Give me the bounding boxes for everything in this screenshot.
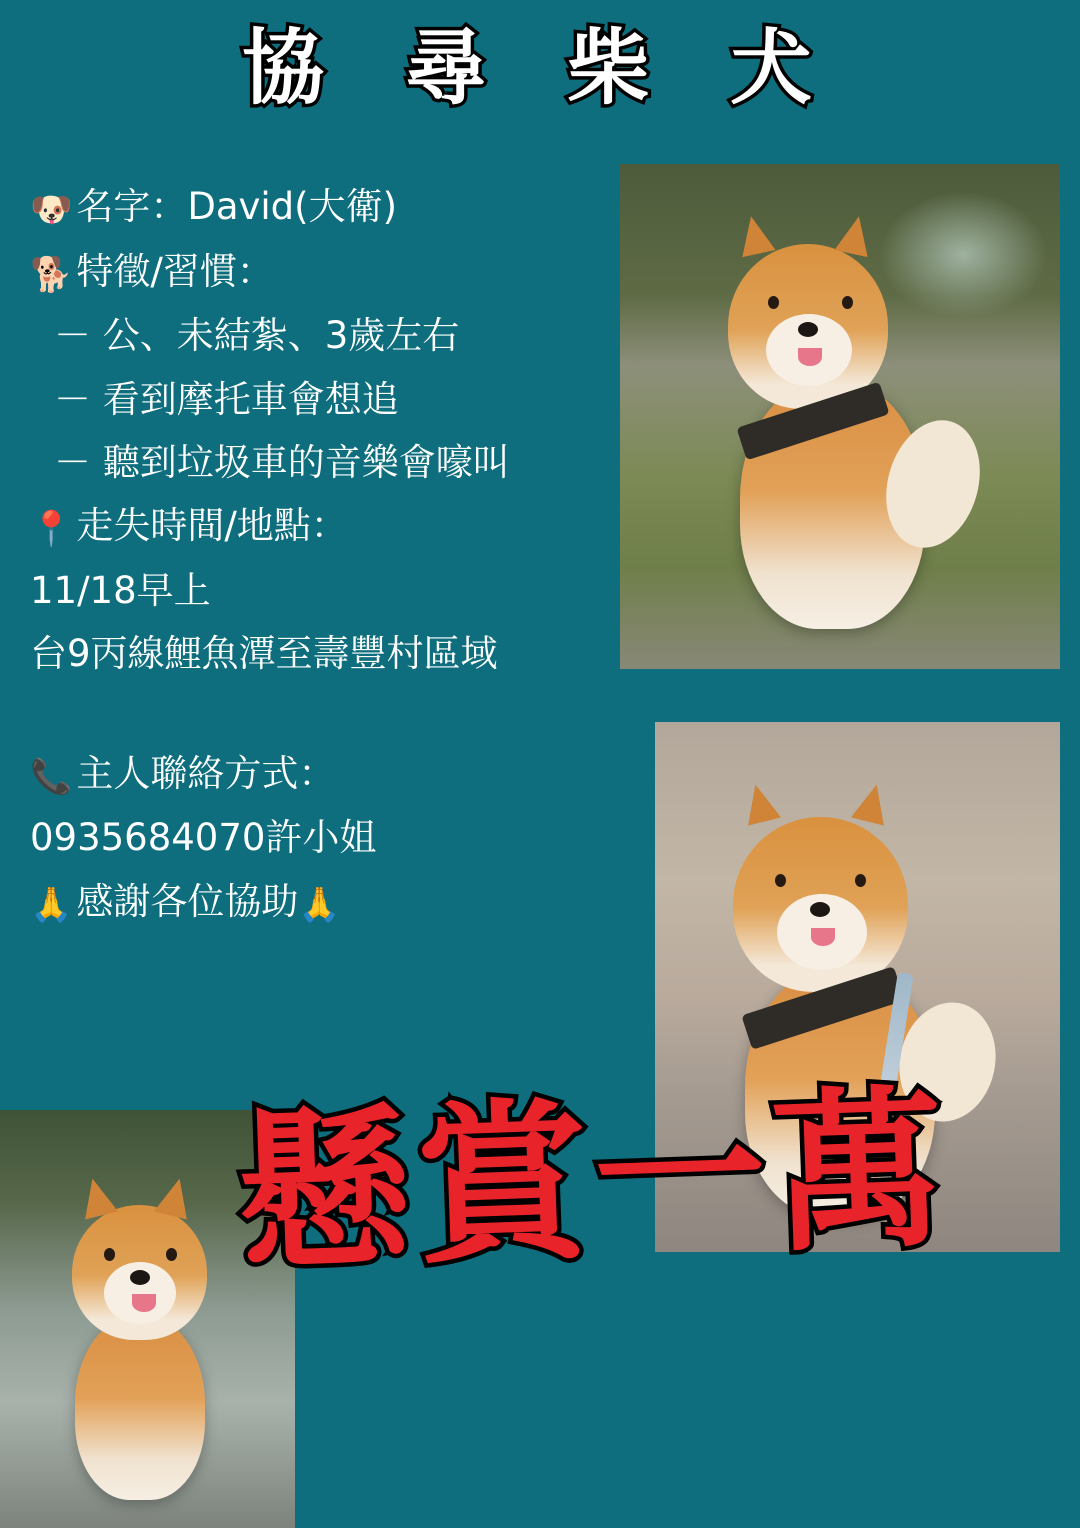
lost-header-line xyxy=(30,497,630,556)
photo-scene xyxy=(620,164,1060,669)
contact-header-text: 主人聯絡方式： xyxy=(76,751,336,795)
dog-eye-right xyxy=(166,1248,177,1261)
phone-icon: 📞 xyxy=(30,756,73,797)
praying-hands-icon: 🙏 xyxy=(30,884,73,925)
praying-hands-icon: 🙏 xyxy=(298,884,341,925)
contact-number: 0935684070許小姐 xyxy=(30,816,377,860)
lost-place: 台9丙線鯉魚潭至壽豐村區域 xyxy=(30,632,498,676)
dog-tongue xyxy=(811,928,835,946)
dog-eye-left xyxy=(775,874,786,887)
dog-face-icon: 🐶 xyxy=(30,190,73,230)
dog-ear-right xyxy=(834,213,875,257)
dog-tongue xyxy=(132,1294,156,1312)
traits-header-text: 特徵/習慣： xyxy=(76,249,274,293)
location-pin-icon: 📍 xyxy=(30,509,73,550)
contact-header-line xyxy=(30,745,630,804)
thanks-line xyxy=(30,873,630,932)
thanks-text: 感謝各位協助 xyxy=(76,879,299,923)
spacer xyxy=(30,689,630,745)
dog-eye-left xyxy=(768,296,779,309)
traits-header-line xyxy=(30,243,630,302)
dog-ear-right xyxy=(851,780,893,825)
dog-ear-left xyxy=(734,213,775,257)
trait-item: － 公、未結紮、3歲左右 xyxy=(54,314,460,358)
dog-ear-left xyxy=(76,1174,118,1219)
lost-time: 11/18早上 xyxy=(30,569,211,613)
dog-nose xyxy=(810,902,830,917)
dog-eye-right xyxy=(842,296,853,309)
dog-nose xyxy=(130,1270,150,1285)
dog-name-text: 名字：David(大衛) xyxy=(76,185,398,228)
dog-body xyxy=(75,1315,205,1500)
trait-item: － 看到摩托車會想追 xyxy=(54,377,399,421)
lost-header-text: 走失時間/地點： xyxy=(76,504,348,548)
dog-tongue xyxy=(798,348,822,366)
dog-ear-right xyxy=(154,1174,196,1219)
dog-name-line xyxy=(30,178,630,237)
dog-nose xyxy=(798,322,818,337)
poster-details xyxy=(30,178,630,938)
dog-eye-left xyxy=(104,1248,115,1261)
dog-icon: 🐕 xyxy=(30,254,73,295)
reward-text: 懸賞一萬 xyxy=(234,1068,954,1295)
dog-eye-right xyxy=(855,874,866,887)
trait-item: － 聽到垃圾車的音樂會嚎叫 xyxy=(54,441,510,485)
page-title: 協 尋 柴 犬 xyxy=(242,21,838,116)
dog-photo-garden xyxy=(620,164,1060,669)
dog-ear-left xyxy=(739,780,781,825)
